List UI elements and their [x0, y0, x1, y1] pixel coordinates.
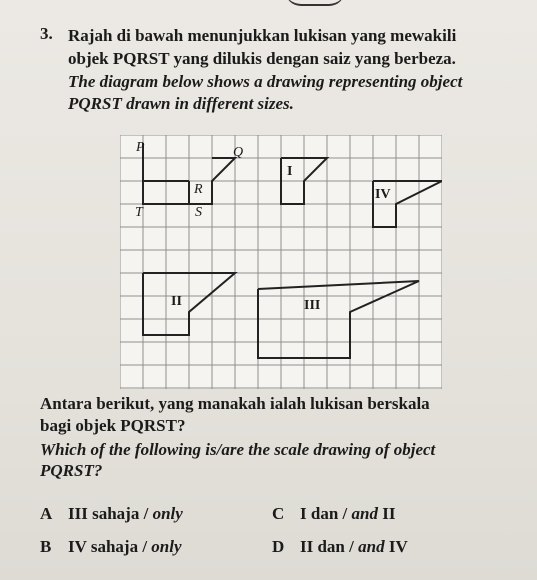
question-number: 3.: [40, 24, 53, 43]
option-b-letter: B: [40, 537, 52, 556]
prompt-en-line2: PQRST?: [40, 461, 103, 480]
grid-diagram: [120, 135, 442, 389]
prompt-ms-line2: bagi objek PQRST?: [40, 416, 186, 435]
option-a[interactable]: [40, 504, 183, 524]
option-d-ms: II dan /: [300, 537, 354, 556]
option-c[interactable]: [272, 504, 395, 524]
option-c-tail: II: [382, 504, 396, 523]
option-a-letter: A: [40, 504, 53, 523]
option-b-ms: IV sahaja /: [68, 537, 148, 556]
label-r: R: [194, 182, 203, 197]
question-text-ms-line2: objek PQRST yang dilukis dengan saiz yang berbeza.: [68, 49, 456, 68]
prompt-en-line1: Which of the following is/are the scale drawing of object: [40, 440, 436, 459]
label-shape-iv: IV: [375, 187, 391, 202]
label-shape-ii: II: [171, 294, 182, 309]
grid-svg: [120, 135, 442, 389]
prompt-ms-line1: Antara berikut, yang manakah ialah lukisan berskala: [40, 394, 430, 413]
question-text-en-line2: PQRST drawn in different sizes.: [68, 94, 294, 113]
label-p: P: [136, 140, 145, 155]
option-d-en: and: [358, 537, 385, 556]
option-b-en: only: [151, 537, 182, 556]
option-c-en: and: [351, 504, 378, 523]
label-shape-iii: III: [304, 298, 321, 313]
label-s: S: [195, 205, 202, 220]
label-t: T: [135, 205, 143, 220]
option-c-ms: I dan /: [300, 504, 348, 523]
option-d-letter: D: [272, 537, 285, 556]
question-text-ms-line1: Rajah di bawah menunjukkan lukisan yang mewakili: [68, 26, 457, 45]
label-q: Q: [233, 145, 244, 160]
option-a-ms: III sahaja /: [68, 504, 149, 523]
option-d-tail: IV: [388, 537, 408, 556]
option-a-en: only: [152, 504, 183, 523]
question-text-en-line1: The diagram below shows a drawing representing object: [68, 72, 463, 91]
option-b[interactable]: [40, 537, 182, 557]
label-shape-i: I: [287, 164, 293, 179]
page-edge-mark: [285, 0, 345, 6]
option-d[interactable]: [272, 537, 408, 557]
option-c-letter: C: [272, 504, 285, 523]
